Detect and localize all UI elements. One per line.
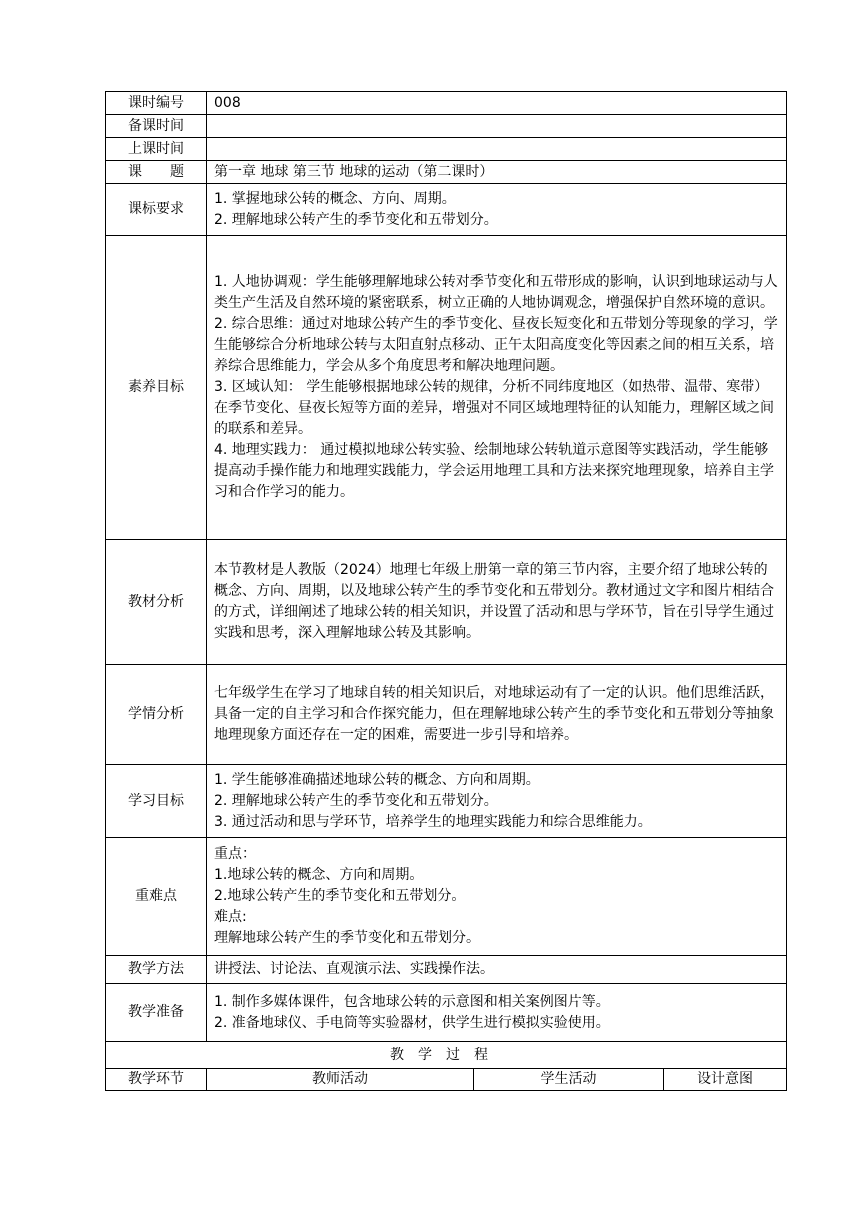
lesson-number-value: 008 [207,92,787,115]
standards-line: 2. 理解地球公转产生的季节变化和五带划分。 [214,211,498,228]
topic-value: 第一章 地球 第三节 地球的运动（第二课时） [207,161,787,184]
row-process-title [106,1042,787,1069]
literacy-goal-paragraph: 3. 区域认知： 学生能够根据地球公转的规律，分析不同纬度地区（如热带、温带、寒带）在季节变化、昼夜长短等方面的差异，增强对不同区域地理特征的认知能力，理解区域之间的联系和差异。 [214,379,774,437]
teaching-process-title: 教学过程 [106,1042,787,1069]
class-time-value [207,138,787,161]
column-header-design-intent: 设计意图 [664,1069,787,1091]
key-points-label: 重难点 [106,838,207,956]
key-points-line: 重点： [214,846,256,862]
row-key-points [106,838,787,956]
student-analysis-text: 七年级学生在学习了地球自转的相关知识后，对地球运动有了一定的认识。他们思维活跃，具备一定的自主学习和合作探究能力，但在理解地球公转产生的季节变化和五带划分等抽象地理现象方面还存在一定的困难，需要进一步引导和培养。 [207,665,787,765]
key-points-line: 难点: [214,909,247,925]
row-process-columns [106,1069,787,1091]
teaching-preparation-label: 教学准备 [106,984,207,1042]
literacy-goal-paragraph: 2. 综合思维：通过对地球公转产生的季节变化、昼夜长短变化和五带划分等现象的学习，学生能够综合分析地球公转与太阳直射点移动、正午太阳高度变化等因素之间的相互关系，培养综合思维能力，学会从多个角度思考和解决地理问题。 [214,316,778,374]
learning-objectives-label: 学习目标 [106,765,207,838]
row-teaching-preparation [106,984,787,1042]
key-points-line: 理解地球公转产生的季节变化和五带划分。 [214,930,480,946]
literacy-goal-paragraph: 4. 地理实践力： 通过模拟地球公转实验、绘制地球公转轨道示意图等实践活动，学生能够提高动手操作能力和地理实践能力，学会运用地理工具和方法来探究地理现象，培养自主学习和合作学习的能力。 [214,442,774,500]
objective-line: 3. 通过活动和思与学环节，培养学生的地理实践能力和综合思维能力。 [214,813,652,830]
row-lesson-number [106,92,787,115]
row-topic [106,161,787,184]
column-header-teacher-activity: 教师活动 [207,1069,474,1091]
literacy-goal-paragraph: 1. 人地协调观：学生能够理解地球公转对季节变化和五带形成的影响，认识到地球运动与人类生产生活及自然环境的紧密联系，树立正确的人地协调观念，增强保护自然环境的意识。 [214,274,778,311]
preparation-line: 1. 制作多媒体课件，包含地球公转的示意图和相关案例图片等。 [214,993,610,1010]
preparation-line: 2. 准备地球仪、手电筒等实验器材，供学生进行模拟实验使用。 [214,1014,610,1031]
prep-time-label: 备课时间 [106,115,207,138]
key-points-line: 1.地球公转的概念、方向和周期。 [214,867,424,883]
lesson-number-label: 课时编号 [106,92,207,115]
student-analysis-label: 学情分析 [106,665,207,765]
prep-time-value [207,115,787,138]
teaching-methods-label: 教学方法 [106,956,207,984]
class-time-label: 上课时间 [106,138,207,161]
row-class-time [106,138,787,161]
row-learning-objectives [106,765,787,838]
row-standards [106,184,787,236]
teaching-preparation-content [207,984,787,1042]
row-student-analysis [106,665,787,765]
standards-line: 1. 掌握地球公转的概念、方向、周期。 [214,190,456,207]
learning-objectives-content [207,765,787,838]
row-literacy-goals [106,236,787,540]
literacy-goals-label: 素养目标 [106,236,207,540]
column-header-student-activity: 学生活动 [474,1069,664,1091]
literacy-goals-content [207,236,787,540]
topic-label: 课 题 [106,161,207,184]
row-teaching-methods [106,956,787,984]
teaching-methods-value: 讲授法、讨论法、直观演示法、实践操作法。 [207,956,787,984]
key-points-line: 2.地球公转产生的季节变化和五带划分。 [214,888,466,904]
objective-line: 2. 理解地球公转产生的季节变化和五带划分。 [214,792,498,809]
row-textbook-analysis [106,540,787,665]
objective-line: 1. 学生能够准确描述地球公转的概念、方向和周期。 [214,771,540,788]
column-header-stage: 教学环节 [106,1069,207,1091]
textbook-analysis-label: 教材分析 [106,540,207,665]
row-prep-time [106,115,787,138]
standards-content [207,184,787,236]
key-points-content [207,838,787,956]
textbook-analysis-text: 本节教材是人教版（2024）地理七年级上册第一章的第三节内容，主要介绍了地球公转的概念、方向、周期，以及地球公转产生的季节变化和五带划分。教材通过文字和图片相结合的方式，详细阐述了地球公转的相关知识，并设置了活动和思与学环节，旨在引导学生通过实践和思考，深入理解地球公转及其影响。 [207,540,787,665]
standards-label: 课标要求 [106,184,207,236]
lesson-plan-table [105,91,787,1091]
